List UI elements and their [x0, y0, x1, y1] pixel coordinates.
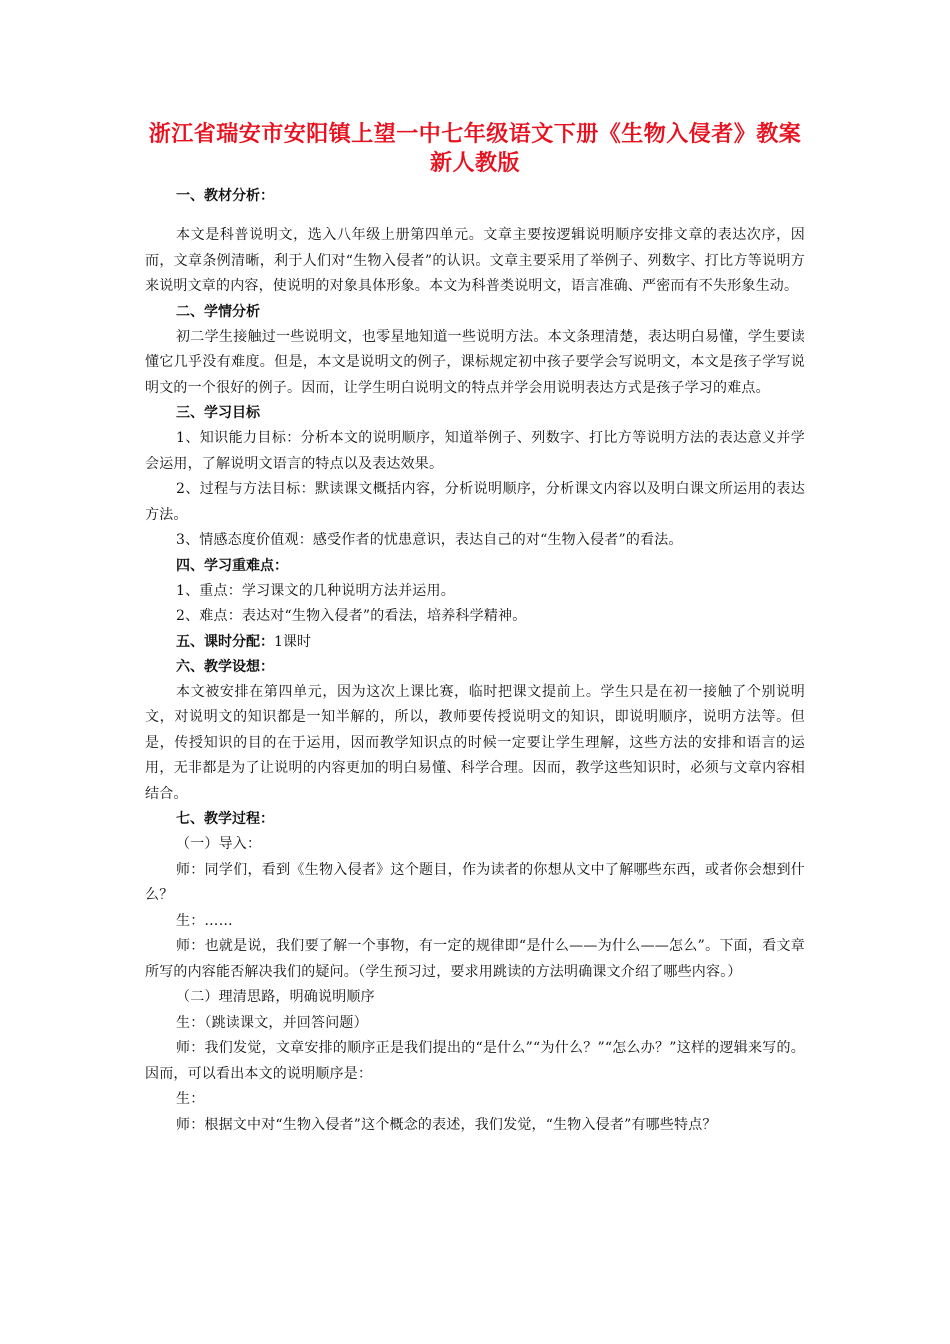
section-heading-class-hours	[145, 630, 805, 655]
dialogue-student-2: 生：（跳读课文，并回答问题）	[176, 1014, 368, 1031]
paragraph-spacer	[145, 209, 805, 223]
class-hours-value: 1课时	[274, 633, 311, 650]
section-heading-teaching-process: 七、教学过程：	[176, 811, 274, 827]
section-heading-teaching-concept: 六、教学设想：	[176, 658, 274, 675]
dialogue-student-3: 生：	[176, 1091, 205, 1107]
dialogue-teacher-1: 师：同学们，看到《生物入侵者》这个题目，作为读者的你想从文中了解哪些东西，或者你会想到什么？	[145, 861, 805, 903]
dialogue-teacher-4: 师：根据文中对“生物入侵者”这个概念的表述，我们发觉，“生物入侵者”有哪些特点？	[176, 1116, 717, 1133]
paragraph-textbook-analysis: 本文是科普说明文，选入八年级上册第四单元。文章主要按逻辑说明顺序安排文章的表达次序，因而，文章条例清晰，利于人们对“生物入侵者”的认识。文章主要采用了举例子、列数字、打比方等说明方来说明文章的内容，使说明的对象具体形象。本文为科普类说明文，语言准确、严密而有不失形象生动。	[145, 227, 805, 294]
dialogue-teacher-3: 师：我们发觉，文章安排的顺序正是我们提出的“是什么”“为什么？”“怎么办？”这样的逻辑来写的。因而，可以看出本文的说明顺序是：	[145, 1040, 805, 1082]
section-heading-key-points: 四、学习重难点：	[176, 557, 288, 574]
section-heading-student-analysis: 二、学情分析	[176, 303, 260, 320]
subheading-clarify-order: （二）理清思路，明确说明顺序	[176, 989, 375, 1005]
class-hours-label: 五、课时分配：	[176, 633, 274, 650]
paragraph-teaching-concept: 本文被安排在第四单元，因为这次上课比赛，临时把课文提前上。学生只是在初一接触了个别说明文，对说明文的知识都是一知半解的，所以，教师要传授说明文的知识，即说明顺序，说明方法等。但是，传授知识的目的在于运用，因而教学知识点的时候一定要让学生理解，这些方法的安排和语言的运用，无非都是为了让说明的内容更加的明白易懂、科学合理。因而，教学这些知识时，必须与文章内容相结合。	[145, 683, 805, 802]
paragraph-difficult-point: 2、难点：表达对“生物入侵者”的看法，培养科学精神。	[176, 608, 527, 624]
section-heading-learning-goals: 三、学习目标	[176, 405, 260, 421]
subheading-introduction: （一）导入：	[176, 836, 262, 852]
paragraph-key-point: 1、重点：学习课文的几种说明方法并运用。	[176, 582, 455, 599]
dialogue-teacher-2: 师：也就是说，我们要了解一个事物，有一定的规律即“是什么——为什么——怎么”。下面，看文章所写的内容能否解决我们的疑问。（学生预习过，要求用跳读的方法明确课文介绍了哪些内容。）	[145, 938, 805, 980]
paragraph-student-analysis: 初二学生接触过一些说明文，也零星地知道一些说明方法。本文条理清楚，表达明白易懂，学生要读懂它几乎没有难度。但是，本文是说明文的例子，课标规定初中孩子要学会写说明文，本文是孩子学写说明文的一个很好的例子。因而，让学生明白说明文的特点并学会用说明表达方式是孩子学习的难点。	[145, 328, 805, 396]
paragraph-goal-knowledge: 1、知识能力目标：分析本文的说明顺序，知道举例子、列数字、打比方等说明方法的表达意义并学会运用，了解说明文语言的特点以及表达效果。	[145, 430, 805, 472]
paragraph-goal-process: 2、过程与方法目标：默读课文概括内容，分析说明顺序，分析课文内容以及明白课文所运用的表达方法。	[145, 481, 805, 523]
document-title: 浙江省瑞安市安阳镇上望一中七年级语文下册《生物入侵者》教案 新人教版	[148, 122, 802, 176]
paragraph-goal-emotion: 3、情感态度价值观：感受作者的忧患意识，表达自己的对“生物入侵者”的看法。	[176, 532, 683, 548]
dialogue-student-1: 生：……	[176, 912, 233, 929]
section-heading-textbook-analysis: 一、教材分析：	[176, 188, 274, 204]
document-page	[145, 120, 805, 1138]
